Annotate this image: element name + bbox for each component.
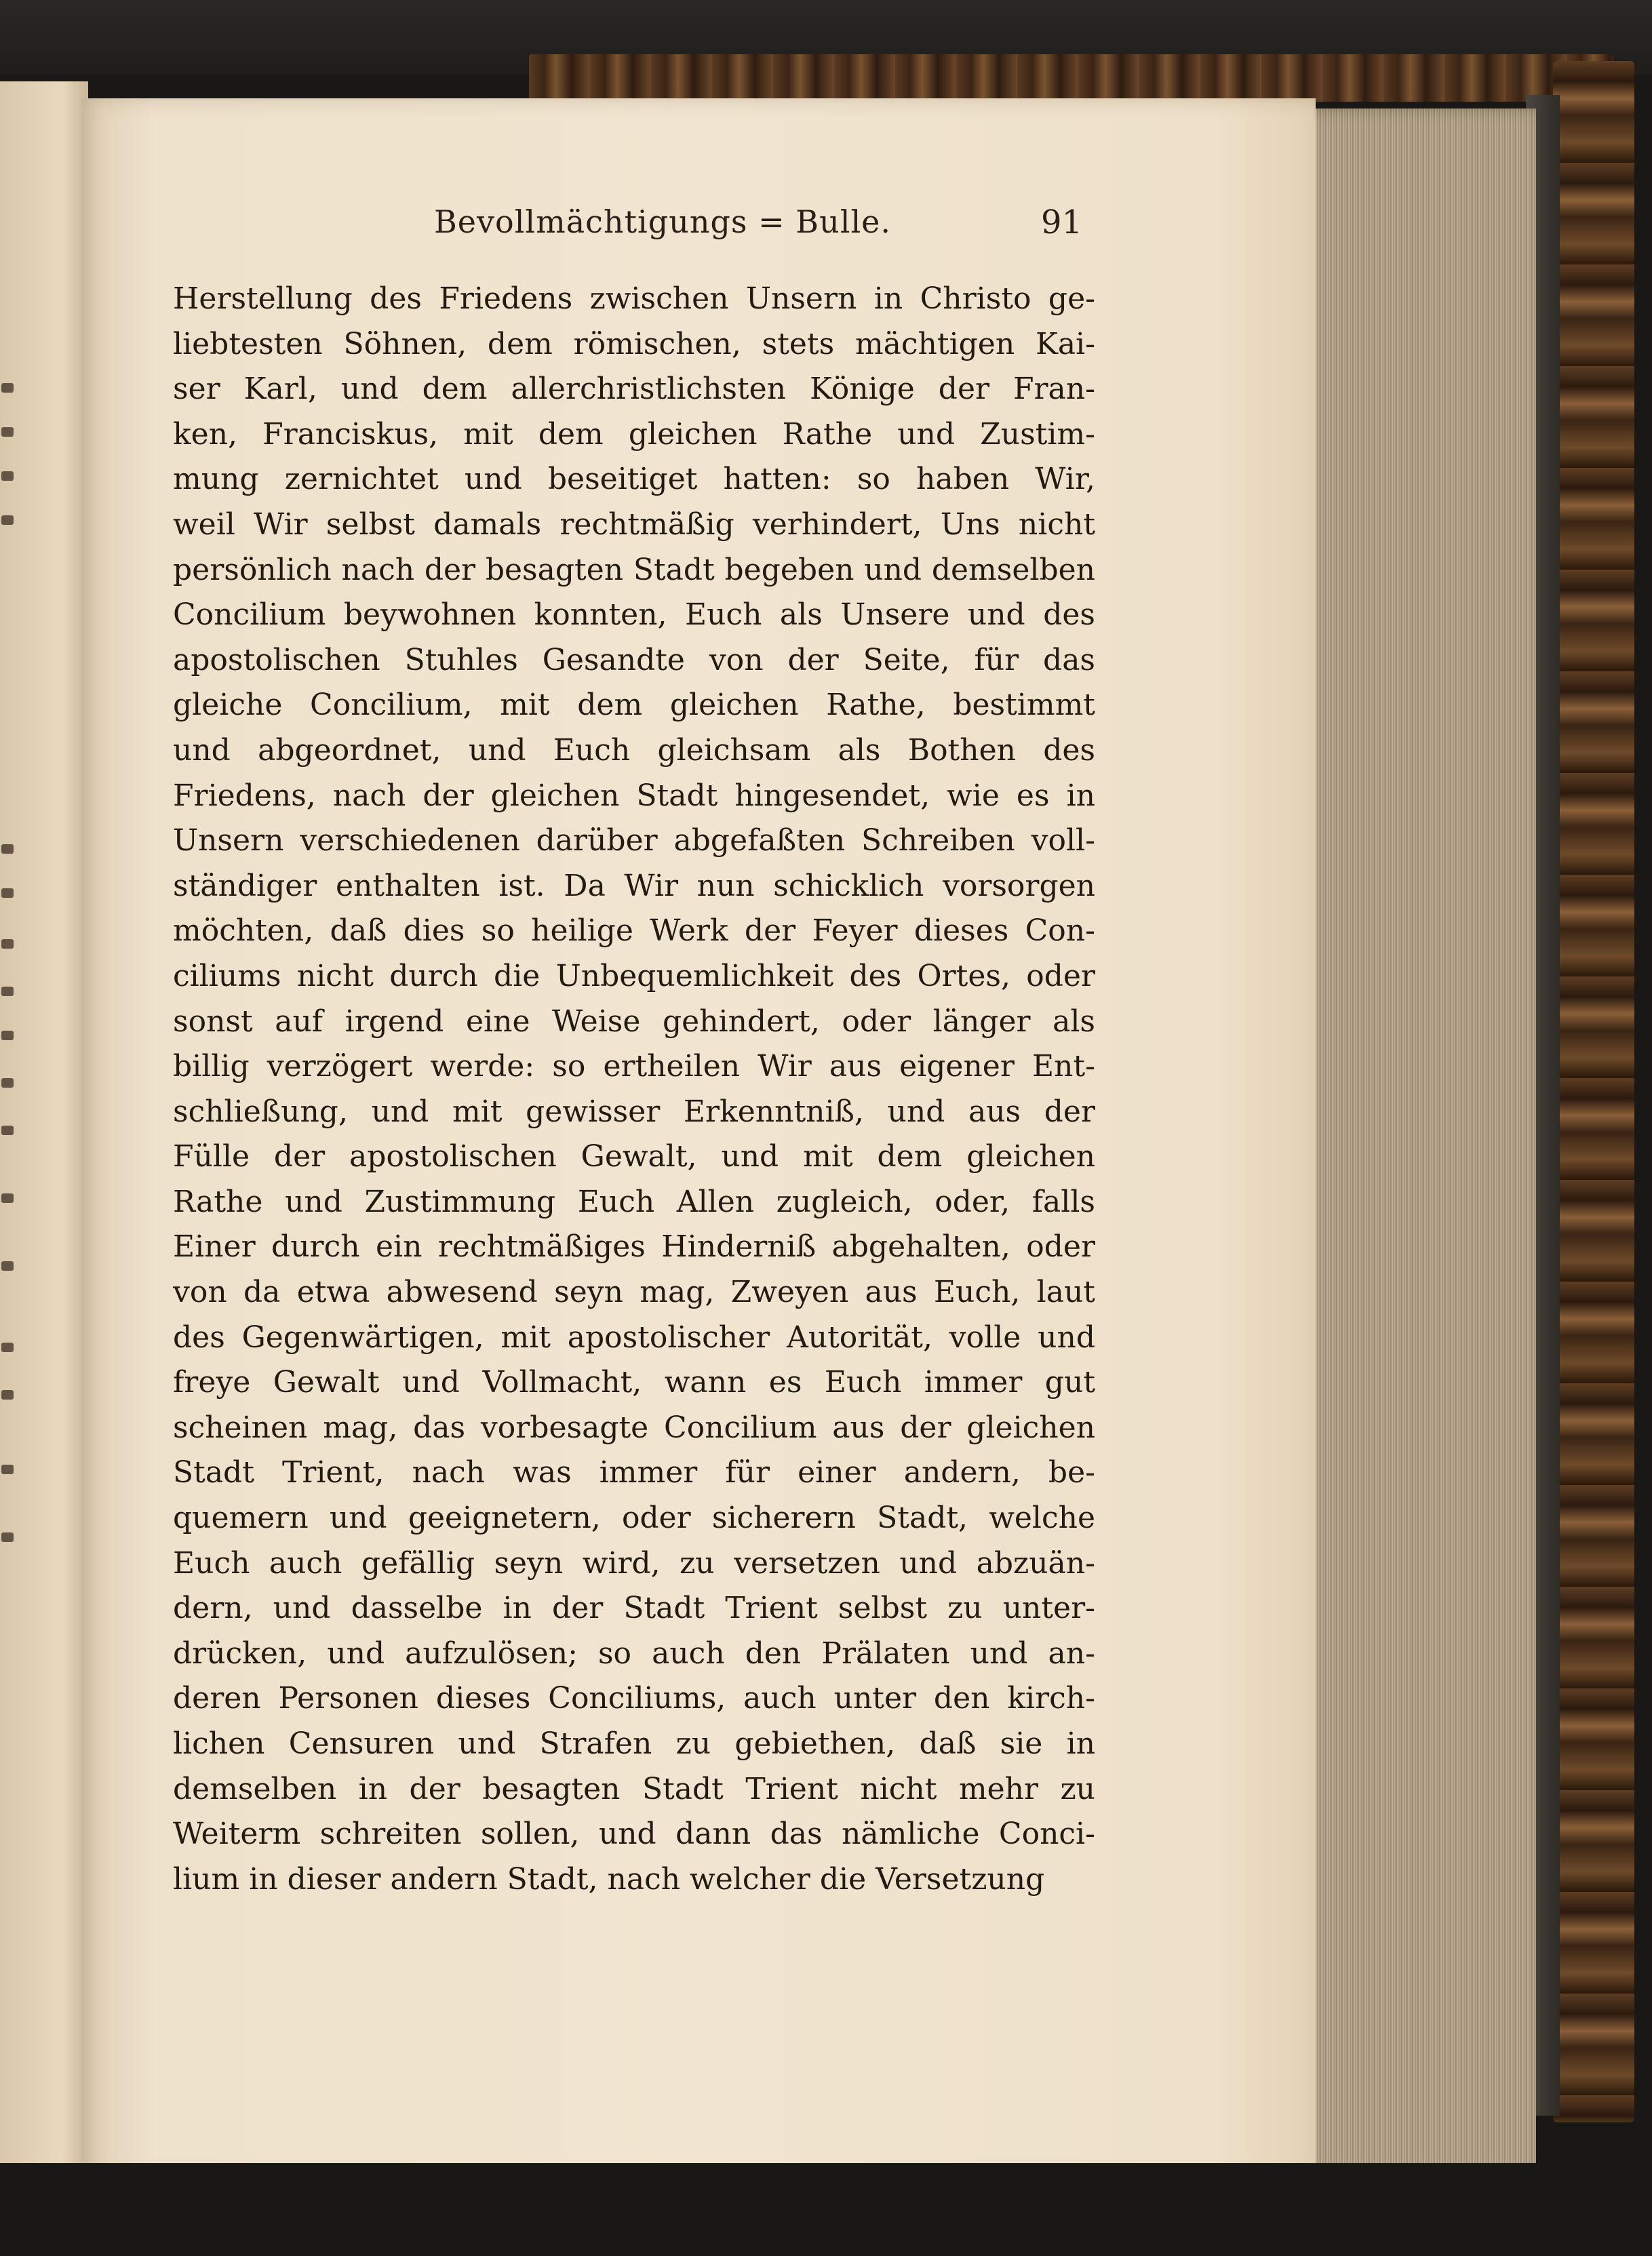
text-line: liebtesten Söhnen, dem römischen, stets mächtigen Kai- bbox=[173, 326, 1095, 361]
text-line: Euch auch gefällig seyn wird, zu versetzen und abzuän- bbox=[173, 1545, 1095, 1581]
text-line: deren Personen dieses Conciliums, auch unter den kirch- bbox=[173, 1681, 1095, 1716]
page-block-edges bbox=[1292, 108, 1536, 2183]
text-line: Rathe und Zustimmung Euch Allen zugleich, oder, falls bbox=[173, 1184, 1095, 1219]
text-line: gleiche Concilium, mit dem gleichen Rathe, bestimmt bbox=[173, 688, 1095, 723]
text-line: Friedens, nach der gleichen Stadt hingesendet, wie es in bbox=[173, 778, 1095, 813]
text-fragment bbox=[1, 844, 14, 854]
text-fragment bbox=[1, 383, 14, 393]
text-fragment bbox=[1, 1390, 14, 1400]
facing-page-fragment bbox=[0, 81, 88, 2163]
text-fragment bbox=[1, 1343, 14, 1352]
text-fragment bbox=[1, 427, 14, 437]
text-line: scheinen mag, das vorbesagte Concilium aus der gleichen bbox=[173, 1410, 1095, 1445]
cover-top-edge bbox=[529, 54, 1614, 102]
text-fragment bbox=[1, 515, 14, 525]
text-line: quemern und geeignetern, oder sicherern Stadt, welche bbox=[173, 1501, 1095, 1536]
text-fragment bbox=[1, 1465, 14, 1474]
text-line: lium in dieser andern Stadt, nach welcher die Versetzung bbox=[173, 1861, 1045, 1897]
running-header: Bevollmächtigungs = Bulle. bbox=[434, 203, 891, 240]
text-fragment bbox=[1, 1193, 14, 1203]
text-line: freye Gewalt und Vollmacht, wann es Euch immer gut bbox=[173, 1365, 1095, 1400]
text-line: billig verzögert werde: so ertheilen Wir aus eigener Ent- bbox=[173, 1049, 1095, 1084]
text-fragment bbox=[1, 987, 14, 996]
text-line: Herstellung des Friedens zwischen Unsern in Christo ge- bbox=[173, 281, 1095, 316]
text-fragment bbox=[1, 1078, 14, 1088]
text-fragment bbox=[1, 1126, 14, 1135]
text-line: mung zernichtet und beseitiget hatten: so haben Wir, bbox=[173, 462, 1095, 497]
text-line: Unsern verschiedenen darüber abgefaßten Schreiben voll- bbox=[173, 823, 1095, 858]
text-line: ständiger enthalten ist. Da Wir nun schicklich vorsorgen bbox=[173, 868, 1095, 903]
body-text bbox=[173, 277, 1095, 2107]
text-line: ken, Franciskus, mit dem gleichen Rathe und Zustim- bbox=[173, 416, 1095, 452]
page-number: 91 bbox=[1041, 203, 1083, 241]
text-line: Fülle der apostolischen Gewalt, und mit dem gleichen bbox=[173, 1139, 1095, 1174]
text-line: persönlich nach der besagten Stadt begeben und demselben bbox=[173, 552, 1095, 587]
text-line: von da etwa abwesend seyn mag, Zweyen aus Euch, laut bbox=[173, 1275, 1095, 1310]
text-line: weil Wir selbst damals rechtmäßig verhindert, Uns nicht bbox=[173, 507, 1095, 542]
text-line: apostolischen Stuhles Gesandte von der Seite, für das bbox=[173, 642, 1095, 677]
text-line: ser Karl, und dem allerchristlichsten Könige der Fran- bbox=[173, 372, 1095, 407]
facing-page-text-fragments bbox=[0, 81, 27, 2163]
text-line: Weiterm schreiten sollen, und dann das nämliche Conci- bbox=[173, 1817, 1095, 1852]
text-line: und abgeordnet, und Euch gleichsam als Bothen des bbox=[173, 732, 1095, 768]
text-line: sonst auf irgend eine Weise gehindert, oder länger als bbox=[173, 1004, 1095, 1039]
text-line: ciliums nicht durch die Unbequemlichkeit des Ortes, oder bbox=[173, 958, 1095, 993]
scanner-bottom bbox=[0, 2163, 1652, 2256]
text-fragment bbox=[1, 1261, 14, 1271]
text-line: Concilium beywohnen konnten, Euch als Unsere und des bbox=[173, 597, 1095, 633]
text-fragment bbox=[1, 471, 14, 481]
text-line: dern, und dasselbe in der Stadt Trient selbst zu unter- bbox=[173, 1591, 1095, 1626]
marbled-cover-board bbox=[1553, 61, 1634, 2122]
text-fragment bbox=[1, 1532, 14, 1542]
text-line: Einer durch ein rechtmäßiges Hinderniß abgehalten, oder bbox=[173, 1229, 1095, 1265]
text-fragment bbox=[1, 939, 14, 949]
text-line: möchten, daß dies so heilige Werk der Feyer dieses Con- bbox=[173, 913, 1095, 949]
text-fragment bbox=[1, 888, 14, 898]
text-line: schließung, und mit gewisser Erkenntniß, und aus der bbox=[173, 1094, 1095, 1129]
text-line: drücken, und aufzulösen; so auch den Prälaten und an- bbox=[173, 1636, 1095, 1671]
text-line: demselben in der besagten Stadt Trient nicht mehr zu bbox=[173, 1771, 1095, 1806]
text-line: des Gegenwärtigen, mit apostolischer Autorität, volle und bbox=[173, 1320, 1095, 1355]
text-line: Stadt Trient, nach was immer für einer andern, be- bbox=[173, 1455, 1095, 1490]
text-fragment bbox=[1, 1031, 14, 1040]
text-line: lichen Censuren und Strafen zu gebiethen, daß sie in bbox=[173, 1726, 1095, 1761]
